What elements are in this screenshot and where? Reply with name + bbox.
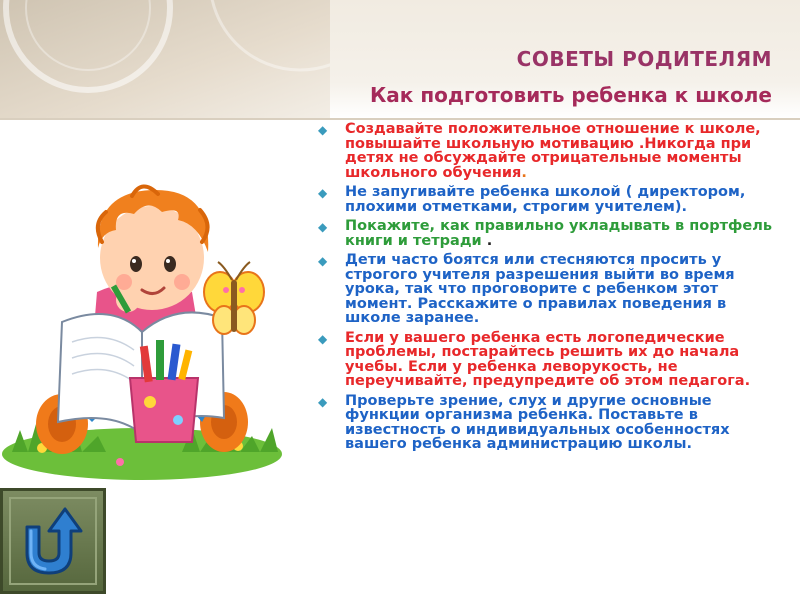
tip-text-part: Не запугивайте ребенка школой ( директором, плохими отметками, строгим учителем). [345, 184, 746, 215]
list-item [316, 331, 786, 389]
diamond-bullet-icon: ◆ [318, 254, 328, 268]
list-item [316, 122, 786, 180]
slide-heading [370, 44, 772, 110]
child-reading-book-illustration [2, 172, 290, 484]
tip-text-part: . [481, 232, 493, 249]
list-item [316, 219, 786, 248]
tip-text-part: Если у вашего ребенка есть логопедические проблемы, постарайтесь решить их до начала учебы. Если у ребенка леворукость, не переучивайте, предупредите об этом педагога. [345, 329, 751, 389]
list-item [316, 253, 786, 326]
list-item [316, 185, 786, 214]
diamond-bullet-icon: ◆ [318, 394, 328, 409]
slide-title: СОВЕТЫ РОДИТЕЛЯМ [516, 47, 772, 71]
tip-text-part: Проверьте зрение, слух и другие основные функции организма ребенка. Поставьте в известность о индивидуальных особенностях вашего ребенка администрацию школы. [345, 392, 730, 452]
tip-text-part: Покажите, как правильно укладывать в портфель книги и тетради [345, 218, 773, 249]
tips-list [316, 122, 786, 457]
u-turn-arrow-icon [15, 501, 91, 581]
diamond-bullet-icon: ◆ [318, 331, 328, 346]
header-divider [0, 118, 800, 120]
tip-text-part: . [521, 164, 527, 181]
diamond-bullet-icon: ◆ [318, 186, 328, 200]
diamond-bullet-icon: ◆ [318, 123, 328, 137]
decorative-circles [0, 0, 330, 118]
tip-text-part: Создавайте положительное отношение к школе, повышайте школьную мотивацию .Никогда при детях не обсуждайте отрицательные моменты школьного обучения [345, 121, 761, 181]
return-button[interactable] [0, 488, 106, 594]
diamond-bullet-icon: ◆ [318, 220, 328, 234]
tip-text-part: Дети часто боятся или стесняются просить у строгого учителя разрешения выйти во время урока, так что проговорите с ребенком этот момент. Расскажите о правилах поведения в школе заранее. [345, 252, 735, 326]
slide-subtitle: Как подготовить ребенка к школе [369, 83, 772, 107]
list-item [316, 394, 786, 452]
